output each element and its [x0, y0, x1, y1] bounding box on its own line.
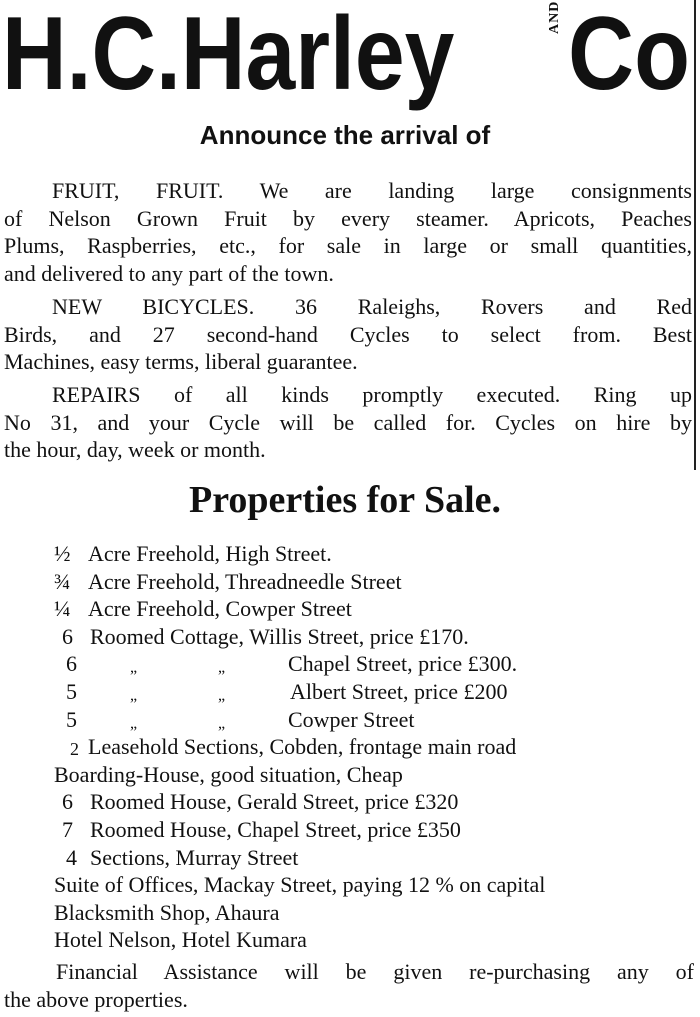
property-text: Blacksmith Shop, Ahaura	[54, 899, 280, 925]
closing-line: Financial Assistance will be given re-purchasing any of	[56, 959, 694, 984]
property-item	[0, 871, 700, 899]
repairs-line: the hour, day, week or month.	[4, 437, 266, 462]
property-item	[0, 540, 700, 568]
fruit-line: of Nelson Grown Fruit by every steamer. Apricots, Peaches	[4, 205, 692, 231]
property-text: Roomed House, Chapel Street, price £350	[90, 816, 461, 842]
property-quantity: ¼	[54, 596, 71, 622]
masthead-and: AND	[547, 0, 562, 34]
property-quantity: 2	[70, 739, 79, 760]
ditto-mark: „	[218, 659, 226, 677]
property-text: Acre Freehold, Cowper Street	[88, 596, 352, 622]
property-text: Suite of Offices, Mackay Street, paying 12 % on capital	[54, 872, 546, 898]
repairs-line: No 31, and your Cycle will be called for. Cycles on hire by	[4, 409, 692, 435]
closing-line: the above properties.	[4, 987, 188, 1012]
property-item	[0, 706, 700, 734]
property-item	[0, 733, 700, 761]
property-item	[0, 788, 700, 816]
bicycles-line: Birds, and 27 second-hand Cycles to select from. Best	[4, 321, 692, 347]
property-text: Acre Freehold, Threadneedle Street	[88, 568, 402, 594]
bicycles-line: NEW BICYCLES. 36 Raleighs, Rovers and Red	[52, 294, 692, 319]
property-text: Albert Street, price £200	[290, 678, 508, 704]
properties-heading: Properties for Sale.	[188, 479, 501, 521]
masthead	[0, 2, 700, 114]
fruit-paragraph	[4, 177, 692, 287]
bicycles-line: Machines, easy terms, liberal guarantee.	[4, 349, 358, 374]
ditto-mark: „	[130, 686, 138, 704]
ditto-mark: „	[218, 714, 226, 732]
property-text: Hotel Nelson, Hotel Kumara	[54, 927, 307, 953]
repairs-paragraph	[4, 381, 692, 464]
property-item	[0, 761, 700, 789]
fruit-line: FRUIT, FRUIT. We are landing large consignments	[52, 178, 692, 203]
property-text: Roomed Cottage, Willis Street, price £170.	[90, 623, 469, 649]
fruit-line: and delivered to any part of the town.	[4, 260, 334, 286]
properties-list	[0, 540, 700, 954]
property-quantity: ¾	[54, 568, 71, 594]
property-quantity: 6	[62, 789, 73, 815]
property-text: Leasehold Sections, Cobden, frontage main road	[88, 734, 517, 760]
property-text: Cowper Street	[288, 706, 415, 732]
property-item	[0, 899, 700, 927]
property-item	[0, 926, 700, 954]
bicycles-paragraph	[4, 293, 692, 376]
masthead-name: H.C.Harley	[2, 0, 455, 112]
property-quantity: ½	[54, 541, 71, 566]
property-text: Sections, Murray Street	[90, 844, 299, 870]
property-quantity: 6	[62, 623, 73, 649]
ditto-mark: „	[218, 686, 226, 704]
property-item	[0, 595, 700, 623]
property-text: Roomed House, Gerald Street, price £320	[90, 789, 459, 815]
property-quantity: 6	[66, 651, 77, 677]
property-item	[0, 816, 700, 844]
property-text: Acre Freehold, High Street.	[88, 541, 332, 566]
property-item	[0, 623, 700, 651]
ditto-mark: „	[130, 714, 138, 732]
subhead: Announce the arrival of	[199, 120, 491, 150]
property-text: Boarding-House, good situation, Cheap	[54, 761, 403, 787]
property-text: Chapel Street, price £300.	[288, 651, 518, 677]
property-item	[0, 650, 700, 678]
fruit-line: Plums, Raspberries, etc., for sale in large or small quantities,	[4, 233, 692, 258]
property-quantity: 5	[66, 706, 77, 732]
closing-paragraph	[4, 958, 694, 1014]
repairs-line: REPAIRS of all kinds promptly executed. Ring up	[52, 382, 692, 407]
ditto-mark: „	[130, 659, 138, 677]
property-item	[0, 568, 700, 596]
property-quantity: 5	[66, 678, 77, 704]
property-item	[0, 678, 700, 706]
property-quantity: 7	[62, 816, 73, 842]
property-quantity: 4	[66, 844, 77, 870]
masthead-co: Co	[568, 0, 691, 112]
property-item	[0, 844, 700, 872]
